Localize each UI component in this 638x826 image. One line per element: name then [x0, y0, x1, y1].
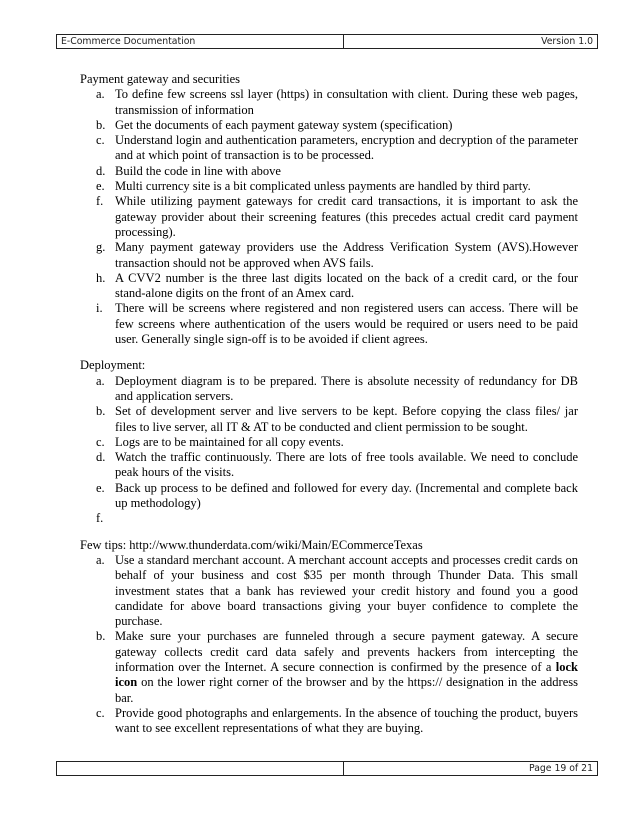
list-item-text: Deployment diagram is to be prepared. There is absolute necessity of redundancy for DB and application servers.	[115, 373, 578, 403]
list-item	[80, 435, 578, 450]
header-version: Version 1.0	[344, 35, 598, 49]
section-few-tips	[80, 538, 578, 737]
list-item-text: A CVV2 number is the three last digits located on the back of a credit card, or the four stand-alone digits on the front of an Amex card.	[115, 270, 578, 301]
list-item-text-before: Make sure your purchases are funneled through a secure payment gateway. A secure gateway collects credit card data safely and prevents hackers from intercepting the information over the Internet. A secure connection is confirmed by the presence of a	[115, 629, 578, 674]
list-item	[80, 87, 578, 118]
list-item-text-after: on the lower right corner of the browser and by the https:// designation in the address bar.	[115, 675, 578, 705]
page-header	[56, 34, 598, 49]
list-marker: i.	[96, 301, 103, 316]
list-item	[80, 553, 578, 629]
list-marker: c.	[96, 133, 105, 148]
list-item-text: Watch the traffic continuously. There are lots of free tools available. We need to conclude peak hours of the visits.	[115, 450, 578, 480]
list-marker: b.	[96, 404, 106, 419]
tips-list	[80, 553, 578, 737]
list-marker: c.	[96, 705, 105, 720]
list-item	[80, 164, 578, 179]
page-number: Page 19 of 21	[344, 762, 598, 776]
list-item-text: To define few screens ssl layer (https) in consultation with client. During these web pages, transmission of information	[115, 87, 578, 117]
list-item-text: Multi currency site is a bit complicated unless payments are handled by third party.	[115, 179, 531, 194]
list-item	[80, 404, 578, 435]
section-title: Deployment:	[80, 358, 146, 373]
section-deployment	[80, 358, 578, 526]
list-item	[80, 374, 578, 405]
list-item	[80, 481, 578, 512]
list-marker: d.	[96, 450, 106, 465]
section-payment-gateway	[80, 72, 578, 347]
list-item-text: Build the code in line with above	[115, 163, 281, 178]
list-marker: d.	[96, 163, 106, 178]
list-marker: c.	[96, 434, 105, 449]
list-marker: e.	[96, 179, 105, 194]
list-item-text: Use a standard merchant account. A merchant account accepts and processes credit cards on behalf of your business and cost $35 per month through Thunder Data. This small investment states that a bank has reviewed your credit history and found you a good candidate for above board transactions giving your buyer confidence to complete the purchase.	[115, 552, 578, 629]
list-marker: a.	[96, 373, 105, 388]
list-item	[80, 194, 578, 240]
list-item	[80, 240, 578, 271]
list-marker: g.	[96, 240, 106, 255]
list-item	[80, 450, 578, 481]
lock-icon-text: lock icon	[115, 659, 578, 690]
list-item	[80, 629, 578, 705]
section-title: Few tips: http://www.thunderdata.com/wiki/Main/ECommerceTexas	[80, 537, 423, 552]
list-marker: b.	[96, 117, 106, 132]
page-footer	[56, 761, 598, 776]
list-marker: b.	[96, 629, 106, 644]
list-item	[80, 179, 578, 194]
list-item	[80, 511, 578, 526]
list-marker: h.	[96, 270, 106, 285]
list-item-text: Set of development server and live servers to be kept. Before copying the class files/ jar files to live server, all IT & AT to be conducted and client permission to be sought.	[115, 404, 578, 434]
payment-list	[80, 87, 578, 347]
deployment-list	[80, 374, 578, 527]
list-item-text: While utilizing payment gateways for credit card transactions, it is important to ask the gateway provider about their screening features (this precedes actual credit card payment processing).	[115, 194, 578, 239]
list-item	[80, 118, 578, 133]
list-marker: f.	[96, 194, 104, 209]
list-item	[80, 706, 578, 737]
list-item	[80, 271, 578, 302]
footer-left	[57, 762, 344, 776]
list-item-text: Provide good photographs and enlargements. In the absence of touching the product, buyers want to see excellent representations of what they are buying.	[115, 705, 578, 736]
header-title: E-Commerce Documentation	[57, 35, 344, 49]
list-marker: a.	[96, 87, 105, 102]
list-item-text: Back up process to be defined and followed for every day. (Incremental and complete back up methodology)	[115, 480, 578, 511]
list-item-text: There will be screens where registered and non registered users can access. There will be few screens where authentication of the users would be required or users need to be paid user. Generally single sign-off is to be avoided if client agrees.	[115, 301, 578, 347]
list-marker: f.	[96, 511, 104, 526]
list-item-text: Logs are to be maintained for all copy events.	[115, 434, 344, 449]
list-item	[80, 301, 578, 347]
list-item-text: Understand login and authentication parameters, encryption and decryption of the parameter and at which point of transaction is to be processed.	[115, 133, 578, 163]
section-title: Payment gateway and securities	[80, 72, 241, 86]
document-body	[80, 72, 578, 747]
list-item-text: Many payment gateway providers use the Address Verification System (AVS).However transaction should not be approved when AVS fails.	[115, 240, 578, 270]
list-marker: a.	[96, 552, 105, 567]
list-item	[80, 133, 578, 164]
list-item-text: Get the documents of each payment gateway system (specification)	[115, 117, 453, 132]
list-marker: e.	[96, 480, 105, 495]
